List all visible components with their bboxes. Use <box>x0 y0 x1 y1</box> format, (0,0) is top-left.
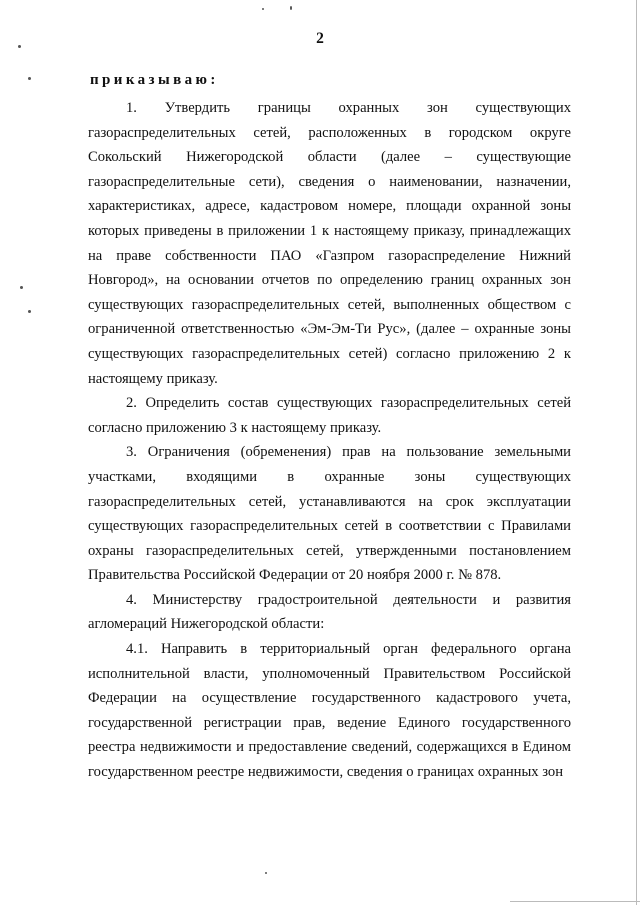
document-body <box>88 96 571 785</box>
scan-speck <box>18 45 21 48</box>
scan-line <box>510 901 640 902</box>
scan-speck <box>265 872 267 874</box>
paragraph-2: 2. Определить состав существующих газораспределительных сетей согласно приложению 3 к настоящему приказу. <box>88 395 571 436</box>
scan-line <box>636 0 637 905</box>
scan-speck <box>28 310 31 313</box>
scan-speck <box>20 286 23 289</box>
scan-speck <box>290 6 292 10</box>
scan-speck <box>262 8 264 10</box>
paragraph-1: 1. Утвердить границы охранных зон существующих газораспределительных сетей, расположенных в городском округе Сокольский Нижегородской области (далее – существующие газораспределительные сети), сведения о наименовании, назначении, характеристиках, адресе, кадастровом номере, площади охранной зоны которых приведены в приложении 1 к настоящему приказу, принадлежащих на праве собственности ПАО «Газпром газораспределение Нижний Новгород», на основании отчетов по определению границ охранных зон существующих газораспределительных сетей, выполненных обществом с ограниченной ответственностью «Эм-Эм-Ти Рус», (далее – охранные зоны существующих газораспределительных сетей) согласно приложению 2 к настоящему приказу. <box>88 100 571 387</box>
paragraph-3: 3. Ограничения (обременения) прав на пользование земельными участками, входящими в охранные зоны существующих газораспределительных сетей, устанавливаются на срок эксплуатации существующих газораспределительных сетей в соответствии с Правилами охраны газораспределительных сетей, утвержденными постановлением Правительства Российской Федерации от 20 ноября 2000 г. № 878. <box>88 444 571 584</box>
scan-speck <box>28 77 31 80</box>
order-heading: приказываю: <box>90 72 219 88</box>
paragraph-4: 4. Министерству градостроительной деятельности и развития агломераций Нижегородской области: <box>88 591 571 633</box>
page-number: 2 <box>316 30 324 47</box>
paragraph-4-1: 4.1. Направить в территориальный орган федерального органа исполнительной власти, уполномоченный Правительством Российской Федерации на осуществление государственного кадастрового учета, государственной регистрации прав, ведение Единого государственного реестра недвижимости и предоставление сведений, содержащихся в Едином государственном реестре недвижимости, сведения о границах охранных зон <box>88 641 571 781</box>
